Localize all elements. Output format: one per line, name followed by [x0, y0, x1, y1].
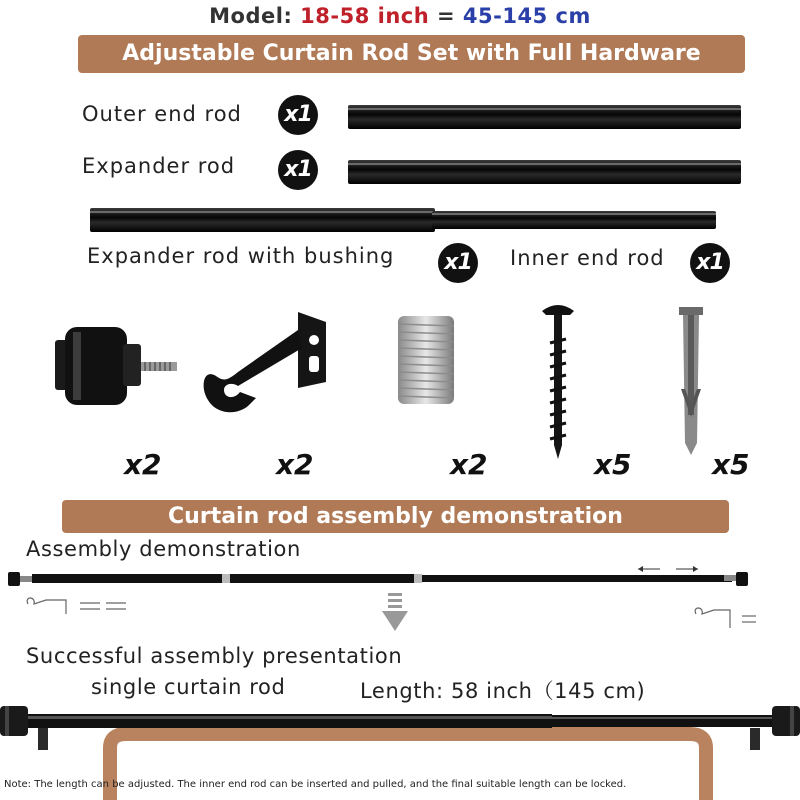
end-cap-icon	[55, 322, 180, 412]
outer-end-rod-label: Outer end rod	[82, 102, 242, 126]
down-arrow-icon	[380, 593, 410, 633]
model-line	[0, 4, 800, 28]
bracket-qty: x2	[276, 448, 314, 481]
end-cap-qty: x2	[124, 448, 162, 481]
inner-end-rod-qty: x1	[690, 243, 730, 283]
single-rod-label: single curtain rod	[91, 675, 286, 699]
screw-icon	[540, 303, 576, 463]
model-eq: =	[437, 4, 456, 28]
screw-qty: x5	[594, 448, 632, 481]
banner-assembly: Curtain rod assembly demonstration	[62, 500, 729, 533]
model-label: Model:	[209, 4, 293, 28]
outer-end-rod	[348, 105, 741, 129]
footnote: Note: The length can be adjusted. The inner end rod can be inserted and pulled, and the final suitable length can be locked.	[4, 779, 627, 790]
bushing-rod-label: Expander rod with bushing	[87, 244, 395, 268]
connector-sleeve-icon	[396, 314, 456, 406]
bracket-icon	[198, 310, 333, 440]
length-label: Length: 58 inch（145 cm)	[360, 679, 646, 703]
inner-end-rod-label: Inner end rod	[510, 246, 665, 270]
wall-anchor-icon	[675, 305, 707, 457]
assembly-demo-title: Assembly demonstration	[26, 537, 301, 561]
bushing-rod	[90, 208, 435, 232]
banner-top: Adjustable Curtain Rod Set with Full Hardware	[78, 35, 745, 73]
model-inch: 18-58 inch	[300, 4, 430, 28]
success-title: Successful assembly presentation	[26, 644, 403, 668]
inner-rod-segment	[432, 211, 716, 229]
model-cm: 45-145 cm	[462, 4, 591, 28]
sleeve-qty: x2	[450, 448, 488, 481]
outer-end-rod-qty: x1	[278, 95, 318, 135]
expander-rod-qty: x1	[278, 150, 318, 190]
bushing-rod-qty: x1	[438, 243, 478, 283]
expander-rod-label: Expander rod	[82, 154, 236, 178]
expander-rod	[348, 160, 741, 184]
anchor-qty: x5	[712, 448, 750, 481]
